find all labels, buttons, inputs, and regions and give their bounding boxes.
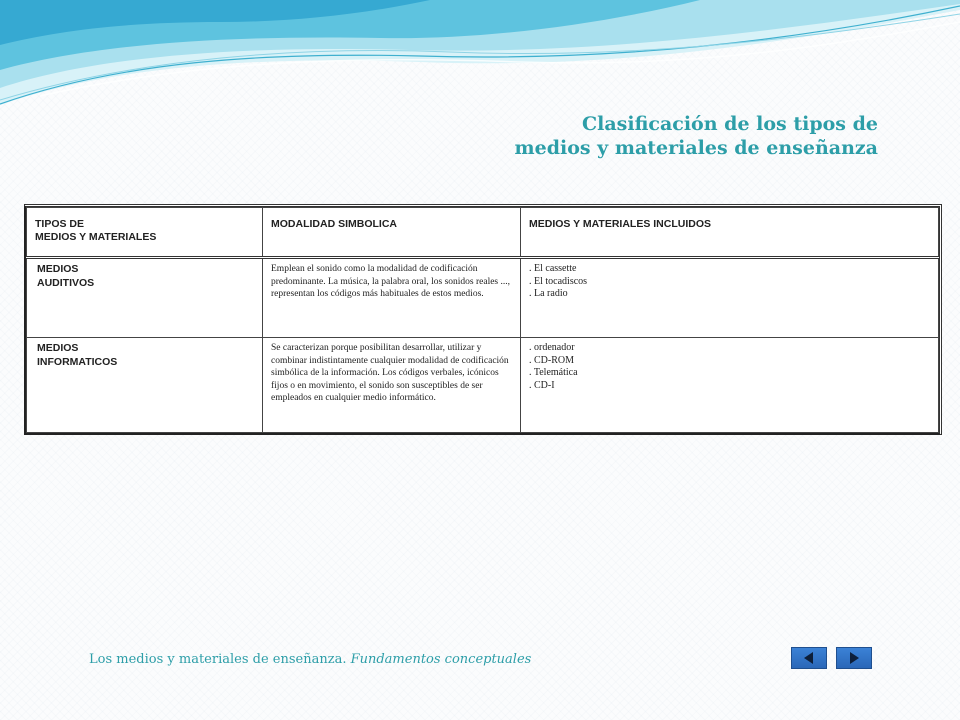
list-item: . Telemática [529,367,578,378]
previous-slide-button[interactable] [791,647,827,669]
header-medios: MEDIOS Y MATERIALES INCLUIDOS [521,208,939,258]
list-item: . El tocadiscos [529,275,588,287]
list-item: . El cassette [529,263,577,274]
table-row [27,258,939,338]
classification-table [26,207,939,433]
footer-text: Los medios y materiales de enseñanza. [89,652,351,667]
row-media-informaticos [521,338,939,433]
table-row [27,338,939,433]
list-item: . CD-I [529,379,555,391]
header-modalidad: MODALIDAD SIMBOLICA [263,208,521,258]
row-description-informaticos: Se caracterizan porque posibilitan desarrollar, utilizar y combinar indistintamente cualquier modalidad de codificación simbólica de la información. Los códigos verbales, icónicos fijos o en movimiento, el sonido son susceptibles de ser empleados en cualquier medio informático. [263,338,521,433]
triangle-left-icon [802,651,816,665]
footer-caption [89,652,531,667]
slide-title [398,112,878,160]
list-item: . La radio [529,288,568,299]
classification-table-frame [24,204,942,435]
next-slide-button[interactable] [836,647,872,669]
table-header-row [27,208,939,258]
row-type-auditivos: MEDIOS AUDITIVOS [27,258,263,338]
slide-title-line1: Clasificación de los tipos de [582,113,878,135]
row-type-informaticos: MEDIOS INFORMATICOS [27,338,263,433]
list-item: . ordenador [529,342,575,353]
footer-italic-text: Fundamentos conceptuales [350,652,532,667]
row-description-auditivos: Emplean el sonido como la modalidad de codificación predominante. La música, la palabra oral, los sonidos reales ..., representan los códigos más habituales de estos medios. [263,258,521,338]
row-media-auditivos [521,258,939,338]
header-wave-decoration [0,0,960,120]
header-tipos: TIPOS DE MEDIOS Y MATERIALES [27,208,263,258]
list-item: . CD-ROM [529,354,575,366]
triangle-right-icon [847,651,861,665]
slide-title-line2: medios y materiales de enseñanza [514,137,878,159]
